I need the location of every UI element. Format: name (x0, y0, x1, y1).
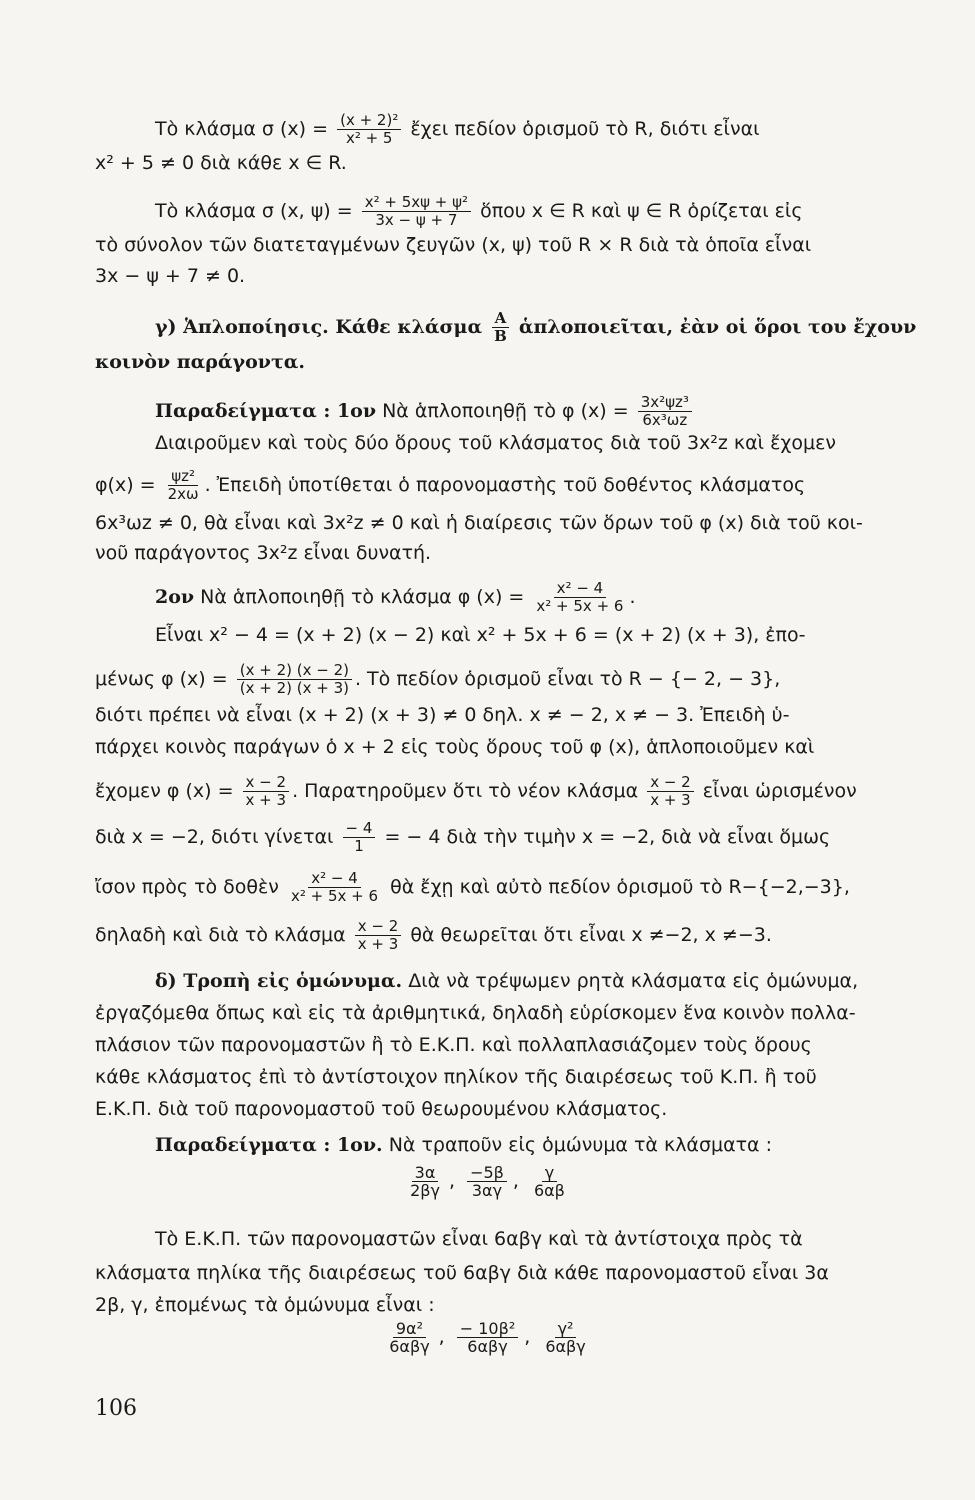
text: = − 4 διὰ τὴν τιμὴν x = −2, διὰ νὰ εἶναι ὅμως (384, 826, 831, 848)
denominator: 6x³ωz (642, 411, 688, 429)
text-line: 3x − ψ + 7 ≠ 0. (95, 265, 246, 287)
denominator: 2βγ (410, 1181, 440, 1200)
numerator: 3α (412, 1164, 439, 1182)
text: ἔχει πεδίον ὁρισμοῦ τὸ R, διότι εἶναι (410, 118, 760, 140)
numerator: − 4 (343, 820, 376, 838)
text-line (155, 112, 975, 147)
separator: , (448, 1170, 456, 1192)
numerator: x − 2 (243, 774, 290, 792)
text-line: κοινὸν παράγοντα. (95, 351, 305, 373)
text: δηλαδὴ καὶ διὰ τὸ κλάσμα (95, 924, 346, 946)
separator: , (524, 1326, 531, 1348)
numerator: x² − 4 (308, 870, 361, 888)
text: ἁπλοποιεῖται, ἐὰν οἱ ὅροι του ἔχουν (518, 316, 917, 338)
text: θὰ θεωρεῖται ὅτι εἶναι x ≠−2, x ≠−3. (410, 924, 772, 946)
numerator: − 10β² (457, 1320, 518, 1338)
separator: , (512, 1170, 519, 1192)
text-line: πάρχει κοινὸς παράγων ὁ x + 2 εἰς τοὺς ὅρους τοῦ φ (x), ἁπλοποιοῦμεν καὶ (95, 736, 815, 758)
numerator: 9α² (393, 1320, 426, 1338)
text-line (95, 918, 955, 953)
text-line: Τὸ Ε.Κ.Π. τῶν παρονομαστῶν εἶναι 6αβγ καὶ τὰ ἀντίστοιχα πρὸς τὰ (155, 1228, 803, 1250)
denominator: x + 3 (245, 791, 287, 809)
denominator: x² + 5 (345, 129, 393, 147)
numerator: x − 2 (355, 918, 402, 936)
fraction (362, 194, 471, 229)
text: θὰ ἔχῃ καὶ αὐτὸ πεδίον ὁρισμοῦ τὸ R−{−2,−3}, (390, 876, 850, 898)
text: ἴσον πρὸς τὸ δοθὲν (95, 876, 279, 898)
denominator: x² + 5x + 6 (536, 597, 624, 615)
fraction (491, 310, 510, 345)
section-heading-delta (155, 966, 975, 996)
text-line: Διαιροῦμεν καὶ τοὺς δύο ὅρους τοῦ κλάσματος διὰ τοῦ 3x²z καὶ ἔχομεν (155, 432, 836, 454)
fraction (343, 820, 376, 855)
text-line: τὸ σύνολον τῶν διατεταγμένων ζευγῶν (x, ψ) τοῦ R × R διὰ τὰ ὁποῖα εἶναι (95, 234, 812, 256)
denominator: 3x − ψ + 7 (375, 211, 458, 229)
text-line (95, 662, 955, 697)
text: Τὸ κλάσμα σ (x, ψ) = (155, 200, 353, 222)
fraction (542, 1320, 588, 1355)
text: διὰ x = −2, διότι γίνεται (95, 826, 334, 848)
denominator: 1 (354, 837, 364, 855)
numerator: γ² (555, 1320, 577, 1338)
denominator: x + 3 (650, 791, 691, 809)
text-line (95, 870, 955, 905)
numerator: (x + 2)² (337, 112, 401, 130)
text-line: Ε.Κ.Π. διὰ τοῦ παρονομαστοῦ τοῦ θεωρουμένου κλάσματος. (95, 1098, 668, 1120)
text-line: νοῦ παράγοντος 3x²z εἶναι δυνατή. (95, 542, 432, 564)
text-line: πλάσιον τῶν παρονομαστῶν ἢ τὸ Ε.Κ.Π. καὶ πολλαπλασιάζομεν τοὺς ὅρους (95, 1034, 812, 1056)
text-line (95, 468, 955, 503)
text-line: κάθε κλάσματος ἐπὶ τὸ ἀντίστοιχον πηλίκον τῆς διαιρέσεως τοῦ Κ.Π. ἢ τοῦ (95, 1066, 817, 1088)
text: . Ἐπειδὴ ὑποτίθεται ὁ παρονομαστὴς τοῦ δοθέντος κλάσματος (204, 474, 806, 496)
denominator: B (494, 327, 507, 345)
text-line: 6x³ωz ≠ 0, θὰ εἶναι καὶ 3x²z ≠ 0 καὶ ἡ διαίρεσις τῶν ὅρων τοῦ φ (x) διὰ τοῦ κοι- (95, 512, 863, 534)
separator: , (438, 1326, 445, 1348)
fraction (243, 774, 290, 809)
numerator: 3x²ψz³ (638, 394, 692, 412)
text-line: ἐργαζόμεθα ὅπως καὶ εἰς τὰ ἀριθμητικά, δηλαδὴ εὑρίσκομεν ἕνα κοινὸν πολλα- (95, 1002, 856, 1024)
fraction (237, 662, 352, 697)
fraction (467, 1164, 507, 1199)
denominator: 2xω (167, 485, 199, 503)
text-line (95, 820, 955, 855)
numerator: ψz² (168, 468, 198, 486)
text: . Παρατηροῦμεν ὅτι τὸ νέον κλάσμα (292, 780, 639, 802)
text-line: 2β, γ, ἐπομένως τὰ ὁμώνυμα εἶναι : (95, 1294, 435, 1316)
fraction (407, 1164, 443, 1199)
text: . (629, 586, 636, 608)
page-number: 106 (95, 1396, 137, 1421)
example-label: Παραδείγματα : 1ον (155, 400, 377, 422)
numerator: x² − 4 (554, 580, 607, 598)
example-label: Παραδείγματα : 1ον. (155, 1134, 383, 1156)
fraction (457, 1320, 518, 1355)
fraction (355, 918, 402, 953)
denominator: 6αβ (533, 1181, 565, 1200)
text: φ(x) = (95, 474, 156, 496)
text-line (155, 394, 975, 429)
text: Νὰ ἁπλοποιηθῇ τὸ κλάσμα φ (x) = (200, 586, 525, 608)
denominator: 6αβγ (389, 1337, 430, 1356)
fraction (533, 580, 626, 615)
fraction (165, 468, 202, 503)
text: Διὰ νὰ τρέψωμεν ρητὰ κλάσματα εἰς ὁμώνυμα, (408, 970, 859, 992)
text: ἔχομεν φ (x) = (95, 780, 234, 802)
denominator: 6αβγ (545, 1337, 586, 1356)
denominator: 6αβγ (467, 1337, 508, 1356)
denominator: x² + 5x + 6 (290, 887, 379, 905)
text-line (155, 1130, 975, 1160)
numerator: (x + 2) (x − 2) (237, 662, 352, 680)
fraction-group-1 (0, 1164, 975, 1199)
text: γ) Ἁπλοποίησις. Κάθε κλάσμα (155, 316, 483, 338)
text-line (95, 774, 955, 809)
fraction (647, 774, 694, 809)
example-label: 2ον (155, 586, 195, 608)
text-line (155, 194, 975, 229)
numerator: A (492, 310, 510, 328)
denominator: x + 3 (357, 935, 399, 953)
numerator: x − 2 (647, 774, 694, 792)
heading: δ) Τροπὴ εἰς ὁμώνυμα. (155, 970, 403, 992)
text-line: Εἶναι x² − 4 = (x + 2) (x − 2) καὶ x² + 5x + 6 = (x + 2) (x + 3), ἐπο- (155, 624, 806, 646)
fraction (638, 394, 692, 429)
text-line: x² + 5 ≠ 0 διὰ κάθε x ∈ R. (95, 152, 347, 174)
text: εἶναι ὡρισμένον (702, 780, 857, 802)
fraction (531, 1164, 568, 1199)
section-heading-gamma (155, 310, 975, 345)
text: . Τὸ πεδίον ὁρισμοῦ εἶναι τὸ R − {− 2, − 3}, (354, 668, 781, 690)
fraction (337, 112, 401, 147)
denominator: (x + 2) (x + 3) (239, 679, 349, 697)
fraction (386, 1320, 432, 1355)
fraction-group-2 (0, 1320, 975, 1355)
text: ὅπου x ∈ R καὶ ψ ∈ R ὁρίζεται εἰς (480, 200, 803, 222)
text: μένως φ (x) = (95, 668, 228, 690)
text-line: διότι πρέπει νὰ εἶναι (x + 2) (x + 3) ≠ 0 δηλ. x ≠ − 2, x ≠ − 3. Ἐπειδὴ ὑ- (95, 704, 790, 726)
denominator: 3αγ (471, 1181, 503, 1200)
fraction (288, 870, 381, 905)
text-line (155, 580, 975, 615)
numerator: x² + 5xψ + ψ² (362, 194, 471, 212)
text-line: κλάσματα πηλίκα τῆς διαιρέσεως τοῦ 6αβγ διὰ κάθε παρονομαστοῦ εἶναι 3α (95, 1262, 829, 1284)
text: Νὰ ἁπλοποιηθῇ τὸ φ (x) = (382, 400, 629, 422)
text: Νὰ τραποῦν εἰς ὁμώνυμα τὰ κλάσματα : (388, 1134, 773, 1156)
text: Τὸ κλάσμα σ (x) = (155, 118, 329, 140)
numerator: −5β (467, 1164, 507, 1182)
numerator: γ (542, 1164, 557, 1182)
